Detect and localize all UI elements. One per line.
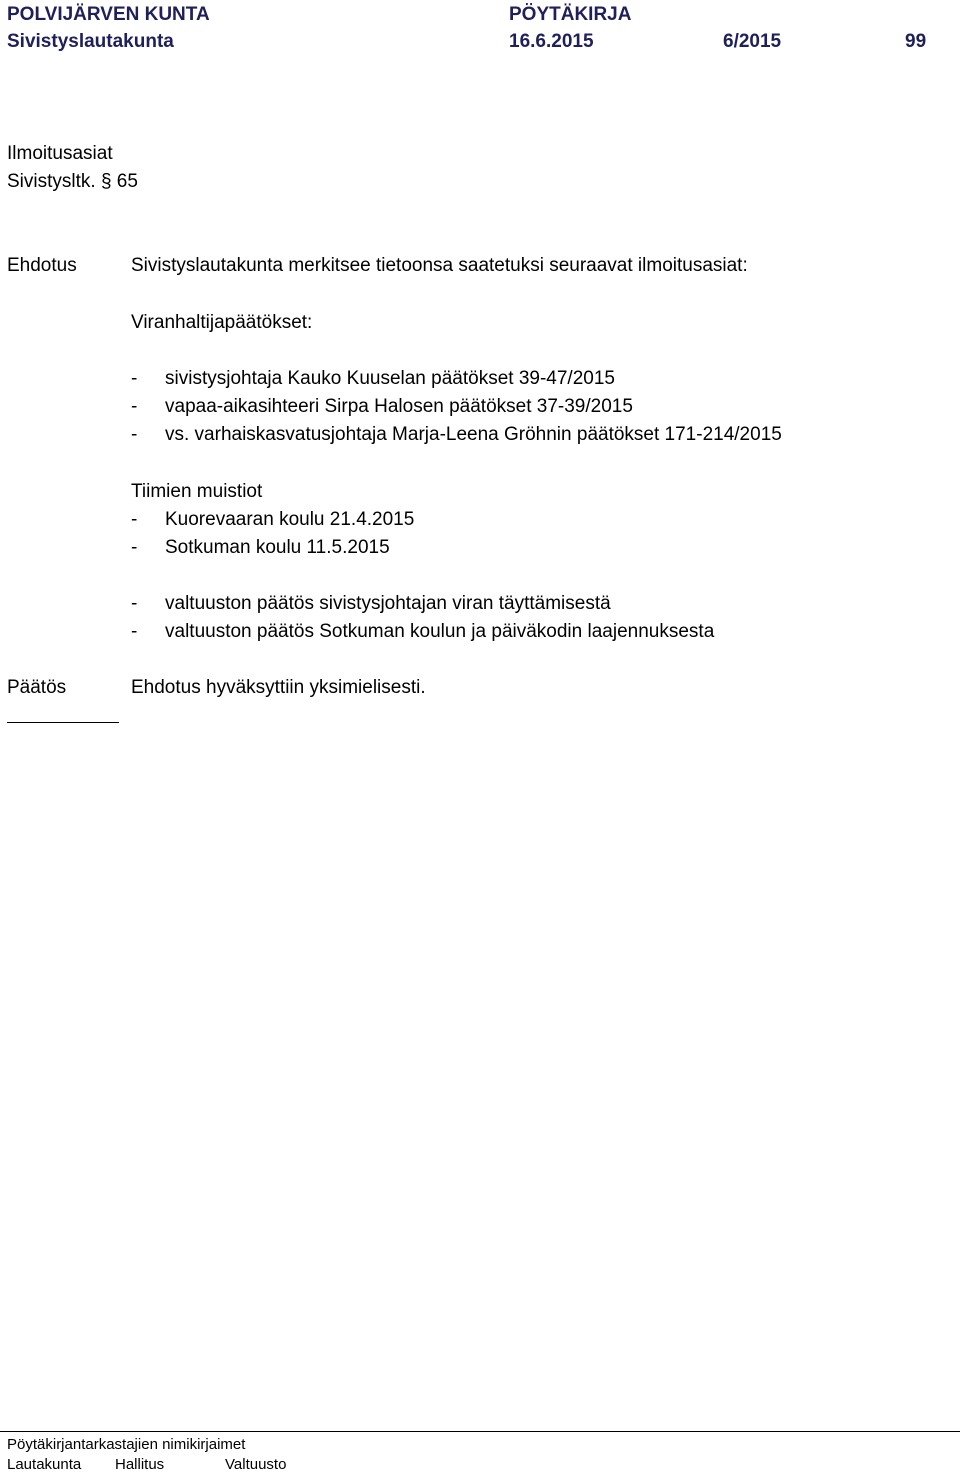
council-decision-item: valtuuston päätös sivistysjohtajan viran täyttämisestä [165,593,611,614]
team-memo-item: Sotkuman koulu 11.5.2015 [165,537,390,558]
official-decision-item: vapaa-aikasihteeri Sirpa Halosen päätökset 37-39/2015 [165,396,633,417]
proposal-label: Ehdotus [7,255,77,276]
board-name: Sivistyslautakunta [7,31,174,52]
meeting-number: 6/2015 [723,31,782,52]
list-dash: - [131,621,138,642]
decision-text: Ehdotus hyväksyttiin yksimielisesti. [131,677,426,698]
list-dash: - [131,537,138,558]
document-type: PÖYTÄKIRJA [509,4,632,25]
teams-heading: Tiimien muistiot [131,481,263,502]
team-memo-item: Kuorevaaran koulu 21.4.2015 [165,509,415,530]
page-number: 99 [905,31,927,52]
list-dash: - [131,593,138,614]
proposal-intro: Sivistyslautakunta merkitsee tietoonsa saatetuksi seuraavat ilmoitusasiat: [131,255,748,276]
decision-label: Päätös [7,677,67,698]
footer-initials-label: Pöytäkirjantarkastajien nimikirjaimet [7,1436,246,1453]
meeting-date: 16.6.2015 [509,31,594,52]
list-dash: - [131,396,138,417]
council-decision-item: valtuuston päätös Sotkuman koulun ja päiväkodin laajennuksesta [165,621,715,642]
footer-divider [0,1431,960,1432]
list-dash: - [131,509,138,530]
officials-heading: Viranhaltijapäätökset: [131,312,313,333]
footer-column-board: Lautakunta [7,1456,82,1473]
decision-underline [7,722,119,723]
footer-column-council: Valtuusto [225,1456,287,1473]
official-decision-item: vs. varhaiskasvatusjohtaja Marja-Leena Gröhnin päätökset 171-214/2015 [165,424,782,445]
official-decision-item: sivistysjohtaja Kauko Kuuselan päätökset 39-47/2015 [165,368,615,389]
section-reference: Sivistysltk. § 65 [7,171,138,192]
list-dash: - [131,424,138,445]
municipality-name: POLVIJÄRVEN KUNTA [7,4,210,25]
list-dash: - [131,368,138,389]
footer-column-government: Hallitus [115,1456,165,1473]
section-title: Ilmoitusasiat [7,143,113,164]
